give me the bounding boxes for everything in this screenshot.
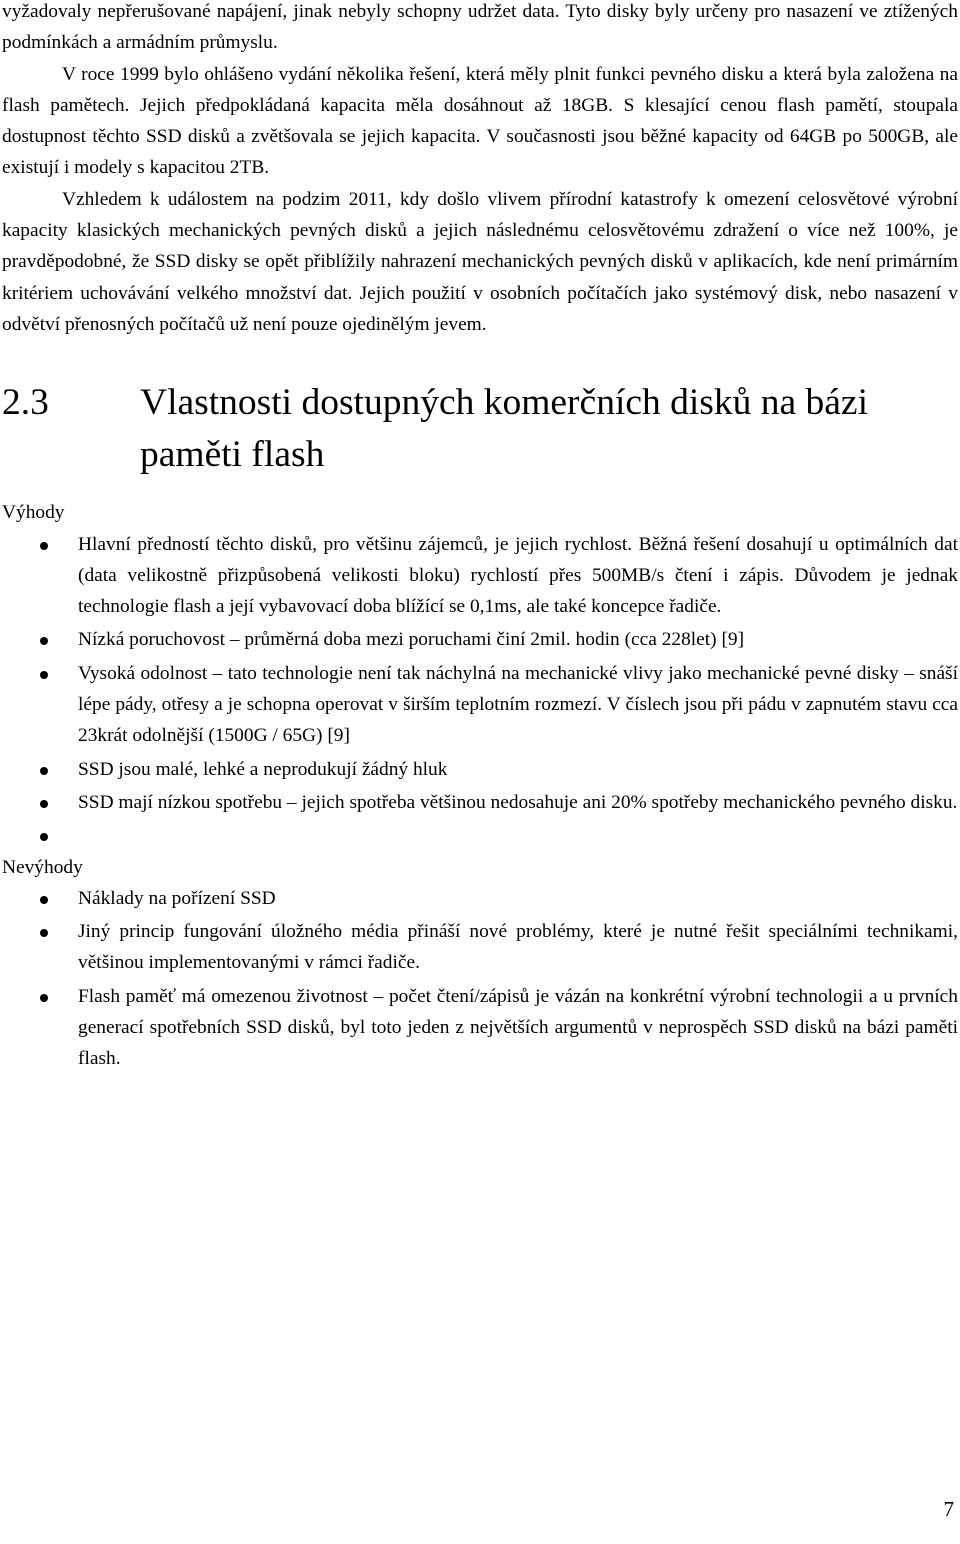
list-item [2,529,958,623]
section-number: 2.3 [2,382,49,424]
page-content [2,0,958,1075]
empty-list-item [2,820,958,851]
advantages-list [2,529,958,852]
list-item [2,624,958,655]
bullet-icon [40,767,48,775]
list-item-text: Nízká poruchovost – průměrná doba mezi poruchami činí 2mil. hodin (cca 228let) [9] [78,629,745,651]
page-number: 7 [943,1497,954,1521]
list-item-text: SSD mají nízkou spotřebu – jejich spotřeba většinou nedosahuje ani 20% spotřeby mechanického pevného disku. [78,791,958,813]
list-item [2,787,958,818]
bullet-icon [40,671,48,679]
list-item-text: Hlavní předností těchto disků, pro většinu zájemců, je jejich rychlost. Běžná řešení dosahují u optimálních dat (data velikostně přizpůsobená velikosti bloku) rychlostí přes 500MB/s čtení i zápis. Důvodem je jednak technologie flash a její vybavovací doba blížící se 0,1ms, ale také koncepce řadiče. [78,533,958,618]
list-item-text: Vysoká odolnost – tato technologie není tak náchylná na mechanické vlivy jako mechanické pevné disky – snáší lépe pády, otřesy a je schopna operovat v širším teplotním rozmezí. V číslech jsou při pádu v zapnutém stavu cca 23krát odolnější (1500G / 65G) [9] [78,662,958,747]
bullet-icon [40,800,48,808]
bullet-icon [40,929,48,937]
section-heading [2,377,958,481]
section-title: Vlastnosti dostupných komerčních disků na bázi paměti flash [140,382,868,476]
bullet-icon [40,896,48,904]
bullet-icon [40,994,48,1002]
intro-paragraph-2: V roce 1999 bylo ohlášeno vydání několika řešení, která měly plnit funkci pevného disku a která byla založena na flash pamětech. Jejich předpokládaná kapacita měla dosáhnout až 18GB. S klesající cenou flash pamětí, stoupala dostupnost těchto SSD disků a zvětšovala se jejich kapacita. V současnosti jsou běžné kapacity od 64GB po 500GB, ale existují i modely s kapacitou 2TB. [2,63,958,179]
list-item [2,981,958,1075]
bullet-icon [40,637,48,645]
disadvantages-label: Nevýhody [2,856,83,878]
bullet-icon [40,542,48,550]
list-item-text: Flash paměť má omezenou životnost – počet čtení/zápisů je vázán na konkrétní výrobní technologii a u prvních generací spotřebních SSD disků, byl toto jeden z největších argumentů v neprospěch SSD disků na bázi paměti flash. [78,985,958,1070]
advantages-label: Výhody [2,502,65,524]
list-item-text: SSD jsou malé, lehké a neprodukují žádný hluk [78,758,448,780]
intro-paragraph-3: Vzhledem k událostem na podzim 2011, kdy došlo vlivem přírodní katastrofy k omezení celosvětové výrobní kapacity klasických mechanických pevných disků a jejich následnému celosvětovému zdražení o více než 100%, je pravděpodobné, že SSD disky se opět přiblížily nahrazení mechanických pevných disků v aplikacích, kde není primárním kritériem uchovávání velkého množství dat. Jejich použití v osobních počítačích jako systémový disk, nebo nasazení v odvětví přenosných počítačů už není pouze ojedinělým jevem. [2,188,958,335]
intro-paragraph-1: vyžadovaly nepřerušované napájení, jinak nebyly schopny udržet data. Tyto disky byly určeny pro nasazení ve ztížených podmínkách a armádním průmyslu. [2,1,958,54]
bullet-icon [40,833,48,841]
list-item [2,754,958,785]
list-item [2,883,958,914]
list-item [2,916,958,979]
list-item [2,658,958,752]
disadvantages-list [2,883,958,1075]
list-item-text: Jiný princip fungování úložného média přináší nové problémy, které je nutné řešit speciálními technikami, většinou implementovanými v rámci řadiče. [78,921,958,974]
list-item-text: Náklady na pořízení SSD [78,887,276,909]
